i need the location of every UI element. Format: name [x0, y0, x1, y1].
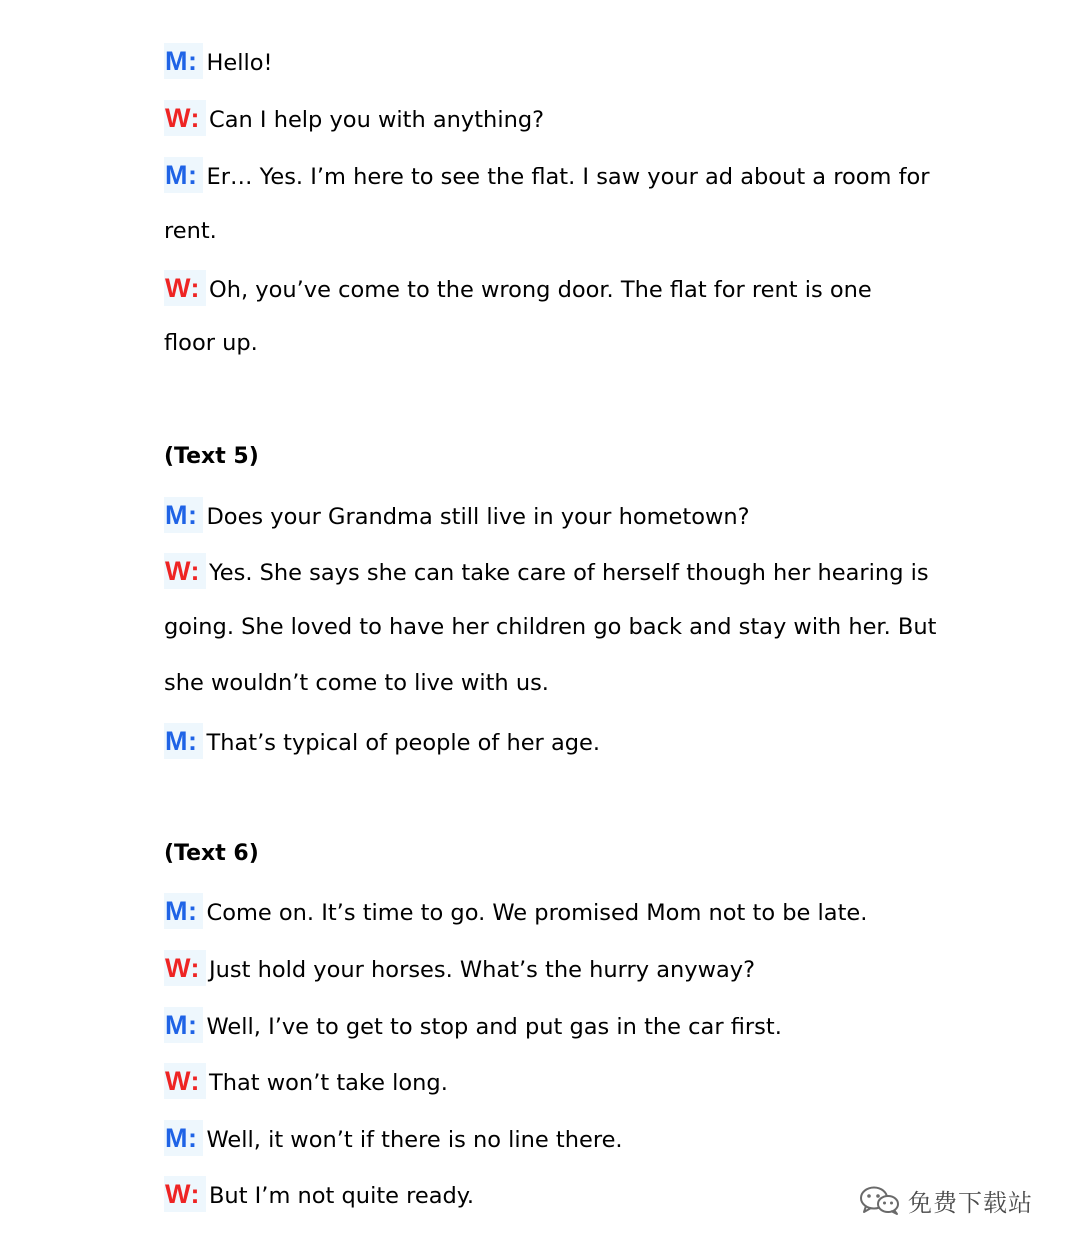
- dialogue-text: going. She loved to have her children go back and stay with her. But: [164, 614, 937, 640]
- speaker-label-w: W:: [164, 1063, 206, 1099]
- dialogue-line: [164, 157, 944, 195]
- speaker-label-w: W:: [164, 553, 206, 589]
- dialogue-line: [164, 43, 944, 81]
- watermark: [858, 1180, 1033, 1220]
- section-heading: (Text 5): [164, 444, 259, 469]
- dialogue-continuation: [164, 609, 944, 645]
- dialogue-line: [164, 950, 944, 988]
- dialogue-text: Oh, you’ve come to the wrong door. The flat for rent is one: [209, 277, 872, 303]
- speaker-label-m: M:: [164, 1007, 203, 1043]
- dialogue-text: Just hold your horses. What’s the hurry anyway?: [209, 957, 756, 983]
- section-heading: (Text 6): [164, 841, 259, 866]
- dialogue-continuation: [164, 665, 944, 701]
- dialogue-text: Well, it won’t if there is no line there.: [206, 1127, 623, 1153]
- speaker-label-w: W:: [164, 270, 206, 306]
- dialogue-text: Come on. It’s time to go. We promised Mom not to be late.: [206, 900, 868, 926]
- dialogue-text: Does your Grandma still live in your hometown?: [206, 504, 750, 530]
- speaker-label-m: M:: [164, 893, 203, 929]
- dialogue-continuation: [164, 325, 944, 361]
- dialogue-text: Er… Yes. I’m here to see the flat. I saw your ad about a room for: [206, 164, 930, 190]
- dialogue-text: But I’m not quite ready.: [209, 1183, 475, 1209]
- speaker-label-m: M:: [164, 157, 203, 193]
- dialogue-text: That’s typical of people of her age.: [206, 730, 601, 756]
- dialogue-line: [164, 553, 944, 591]
- dialogue-line: [164, 100, 944, 138]
- dialogue-line: [164, 1120, 944, 1158]
- watermark-text: 免费下载站: [908, 1188, 1033, 1217]
- speaker-label-m: M:: [164, 43, 203, 79]
- dialogue-text: floor up.: [164, 330, 258, 356]
- speaker-label-w: W:: [164, 1176, 206, 1212]
- dialogue-text: Yes. She says she can take care of herself though her hearing is: [209, 560, 929, 586]
- speaker-label-m: M:: [164, 1120, 203, 1156]
- speaker-label-m: M:: [164, 723, 203, 759]
- dialogue-text: That won’t take long.: [209, 1070, 448, 1096]
- dialogue-line: [164, 723, 944, 761]
- dialogue-line: [164, 1007, 944, 1045]
- dialogue-line: [164, 497, 944, 535]
- dialogue-text: Well, I’ve to get to stop and put gas in the car first.: [206, 1014, 782, 1040]
- dialogue-text: Hello!: [206, 50, 273, 76]
- dialogue-line: [164, 1176, 944, 1214]
- dialogue-text: she wouldn’t come to live with us.: [164, 670, 549, 696]
- dialogue-continuation: [164, 213, 944, 249]
- speaker-label-m: M:: [164, 497, 203, 533]
- speaker-label-w: W:: [164, 100, 206, 136]
- dialogue-text: rent.: [164, 218, 217, 244]
- dialogue-text: Can I help you with anything?: [209, 107, 545, 133]
- dialogue-line: [164, 1063, 944, 1101]
- dialogue-line: [164, 893, 944, 931]
- dialogue-line: [164, 270, 944, 308]
- speaker-label-w: W:: [164, 950, 206, 986]
- wechat-official-account-icon: [858, 1184, 902, 1216]
